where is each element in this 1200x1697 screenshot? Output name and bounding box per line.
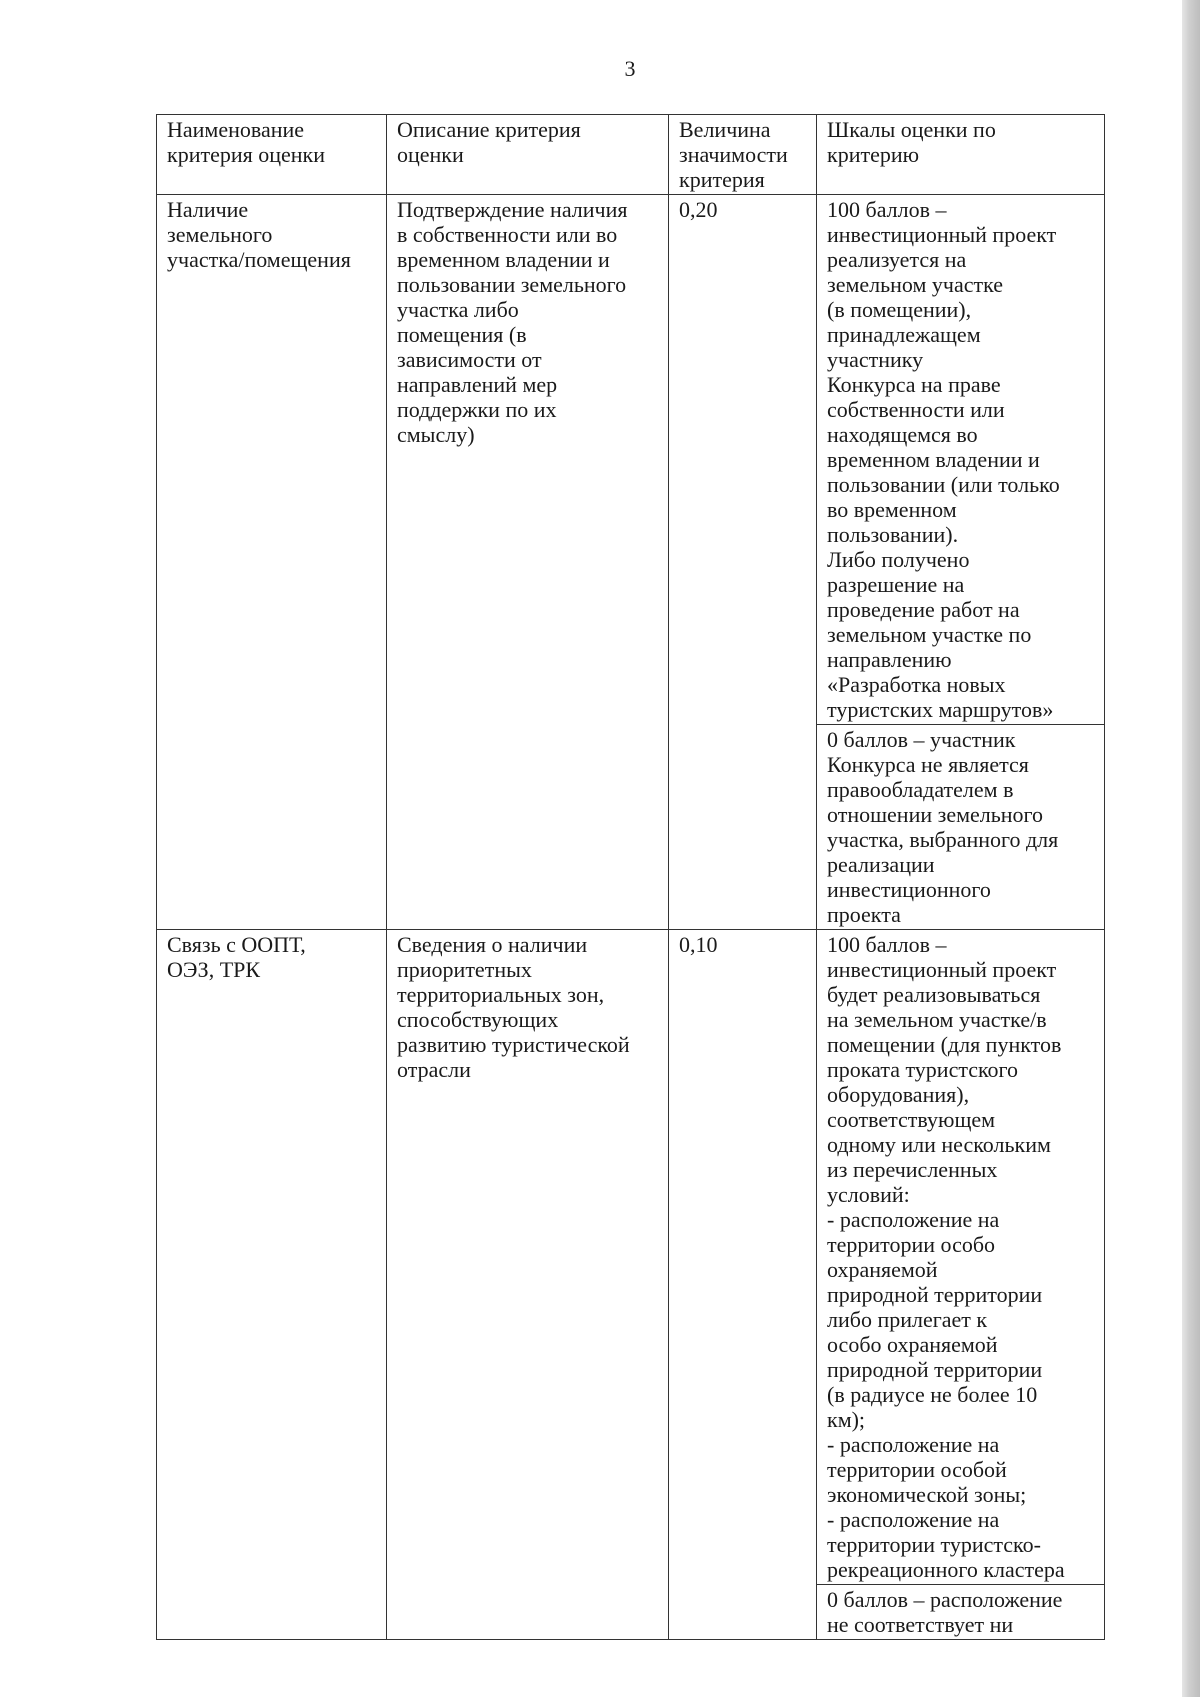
header-criterion-weight: Величина значимости критерия bbox=[669, 115, 817, 195]
scale-entry: 100 баллов – инвестиционный проект будет реализовываться на земельном участке/в помещении (для пунктов проката туристского оборудования), соответствующем одному или нескольким из перечисленных условий: - расположение на территории особо охраняемой природной территории либо прилегает к особо охраняемой природной территории (в радиусе не более 10 км); - расположение на территории особой экономической зоны; - расположение на территории туристско- рекреационного кластера bbox=[817, 930, 1105, 1585]
table-row bbox=[157, 195, 1105, 725]
header-criterion-scales: Шкалы оценки по критерию bbox=[817, 115, 1105, 195]
criterion-weight: 0,10 bbox=[669, 930, 817, 1640]
criteria-table bbox=[156, 114, 1105, 1640]
criterion-name: Наличие земельного участка/помещения bbox=[157, 195, 387, 930]
table-row bbox=[157, 930, 1105, 1585]
scale-entry: 100 баллов – инвестиционный проект реализуется на земельном участке (в помещении), принадлежащем участнику Конкурса на праве собственности или находящемся во временном владении и пользовании (или только во временном пользовании). Либо получено разрешение на проведение работ на земельном участке по направлению «Разработка новых туристских маршрутов» bbox=[817, 195, 1105, 725]
scale-entry: 0 баллов – участник Конкурса не является правообладателем в отношении земельного участка, выбранного для реализации инвестиционного проекта bbox=[817, 725, 1105, 930]
table-header-row bbox=[157, 115, 1105, 195]
scale-entry: 0 баллов – расположение не соответствует ни bbox=[817, 1585, 1105, 1640]
criterion-description: Сведения о наличии приоритетных территориальных зон, способствующих развитию туристической отрасли bbox=[387, 930, 669, 1640]
page-number: 3 bbox=[624, 56, 636, 81]
header-criterion-name: Наименование критерия оценки bbox=[157, 115, 387, 195]
criterion-description: Подтверждение наличия в собственности или во временном владении и пользовании земельного участка либо помещения (в зависимости от направлений мер поддержки по их смыслу) bbox=[387, 195, 669, 930]
criterion-weight: 0,20 bbox=[669, 195, 817, 930]
criterion-name: Связь с ООПТ, ОЭЗ, ТРК bbox=[157, 930, 387, 1640]
header-criterion-description: Описание критерия оценки bbox=[387, 115, 669, 195]
scan-edge-shadow bbox=[1182, 0, 1200, 1697]
